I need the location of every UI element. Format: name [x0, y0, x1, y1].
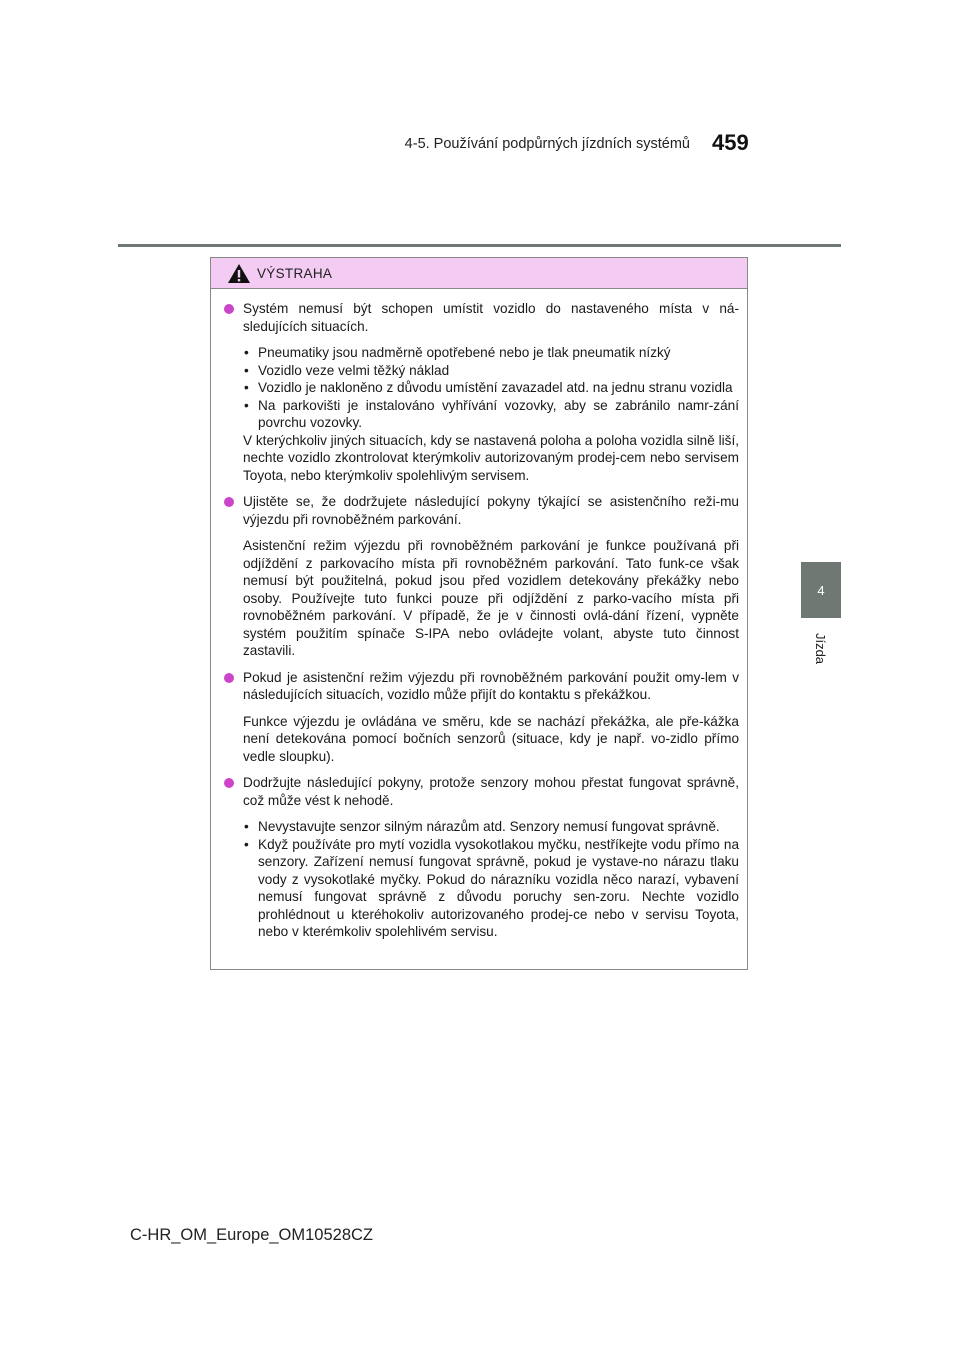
list-item: • Když používáte pro mytí vozidla vysokotlakou myčku, nestříkejte vodu přímo na senzory. Zařízení nemusí fungovat správně, pokud je vystave-no nárazu tlaku vody z vysokotlaké myčky. Pokud do nárazníku vozidla něco narazí, vybavení nemusí fungovat správně z důvodu poruchy sen-zoru. Nechte vozidlo prohlédnout u kteréhokoliv autorizovaného prodej-ce nebo v servisu Toyota, nebo v kterémkoliv spolehlivém servisu.: [243, 836, 739, 941]
warning-bullet-3: [223, 669, 739, 704]
bullet-text: Ujistěte se, že dodržujete následující pokyny týkající se asistenčního reži-mu výjezdu při rovnoběžném parkování.: [243, 494, 739, 527]
section-title: 4-5. Používání podpůrných jízdních systémů: [404, 136, 690, 152]
bullet-dot-icon: [224, 304, 234, 314]
bullet-dot-icon: [224, 497, 234, 507]
list-item: • Vozidlo veze velmi těžký náklad: [243, 362, 739, 380]
bullet-text: Systém nemusí být schopen umístit vozidlo do nastaveného místa v ná-sledujících situacích.: [243, 301, 739, 334]
bullet-text: Dodržujte následující pokyny, protože senzory mohou přestat fungovat správně, což může vést k nehodě.: [243, 775, 739, 808]
warning-body: [211, 289, 747, 941]
header-divider: [118, 244, 841, 247]
bullet-dot-icon: [224, 673, 234, 683]
bullet-detail-text: Funkce výjezdu je ovládána ve směru, kde se nachází překážka, ale pře-kážka není detekována pomocí bočních senzorů (situace, kdy je např. vo-zidlo přímo vedle sloupku).: [243, 713, 739, 764]
bullet-dot-icon: [224, 778, 234, 788]
sublist: [243, 818, 739, 941]
warning-title: VÝSTRAHA: [257, 265, 333, 281]
warning-bullet-4: [223, 774, 739, 809]
bullet-text: Pokud je asistenční režim výjezdu při rovnoběžném parkování použit omy-lem v následujících situacích, vozidlo může přijít do kontaktu s překážkou.: [243, 669, 739, 702]
list-item: • Vozidlo je nakloněno z důvodu umístění zavazadel atd. na jednu stranu vozidla: [243, 379, 739, 397]
chapter-tab-number: 4: [801, 562, 841, 618]
warning-box: [210, 257, 748, 970]
page-number: 459: [712, 130, 749, 155]
document-code: C-HR_OM_Europe_OM10528CZ: [130, 1226, 374, 1244]
warning-header: [211, 258, 747, 289]
warning-bullet-1: [223, 300, 739, 335]
chapter-tab-label-text: Jízda: [813, 632, 829, 664]
sublist: [243, 344, 739, 432]
bullet-follow-text: V kterýchkoliv jiných situacích, kdy se nastavená poloha a poloha vozidla silně liší, nechte vozidlo zkontrolovat kterýmkoliv autorizovaným prodej-cem nebo servisem Toyota, nebo kterýmkoliv spolehlivým servisem.: [243, 432, 739, 483]
list-item: • Na parkovišti je instalováno vyhřívání vozovky, aby se zabránilo namr-zání povrchu vozovky.: [243, 397, 739, 432]
chapter-tab-label: [801, 618, 841, 678]
bullet-detail-text: Asistenční režim výjezdu při rovnoběžném parkování je funkce používaná při odjíždění z parkovacího místa při rovnoběžném parkování. Tato funk-ce však nemusí být použitelná, pokud jsou před vozidlem detekovány překážky nebo osoby. Používejte tuto funkci pouze při odjíždění z parko-vacího místa při rovnoběžném parkování. V případě, že je v činnosti ovlá-dání řízení, vypněte systém použitím spínače S-IPA nebo ovládejte volant, abyste tuto činnost zastavili.: [243, 538, 739, 658]
warning-triangle-icon: [227, 263, 251, 284]
list-item: • Pneumatiky jsou nadměrně opotřebené nebo je tlak pneumatik nízký: [243, 344, 739, 362]
list-item: • Nevystavujte senzor silným nárazům atd. Senzory nemusí fungovat správně.: [243, 818, 739, 836]
warning-bullet-2: [223, 493, 739, 528]
